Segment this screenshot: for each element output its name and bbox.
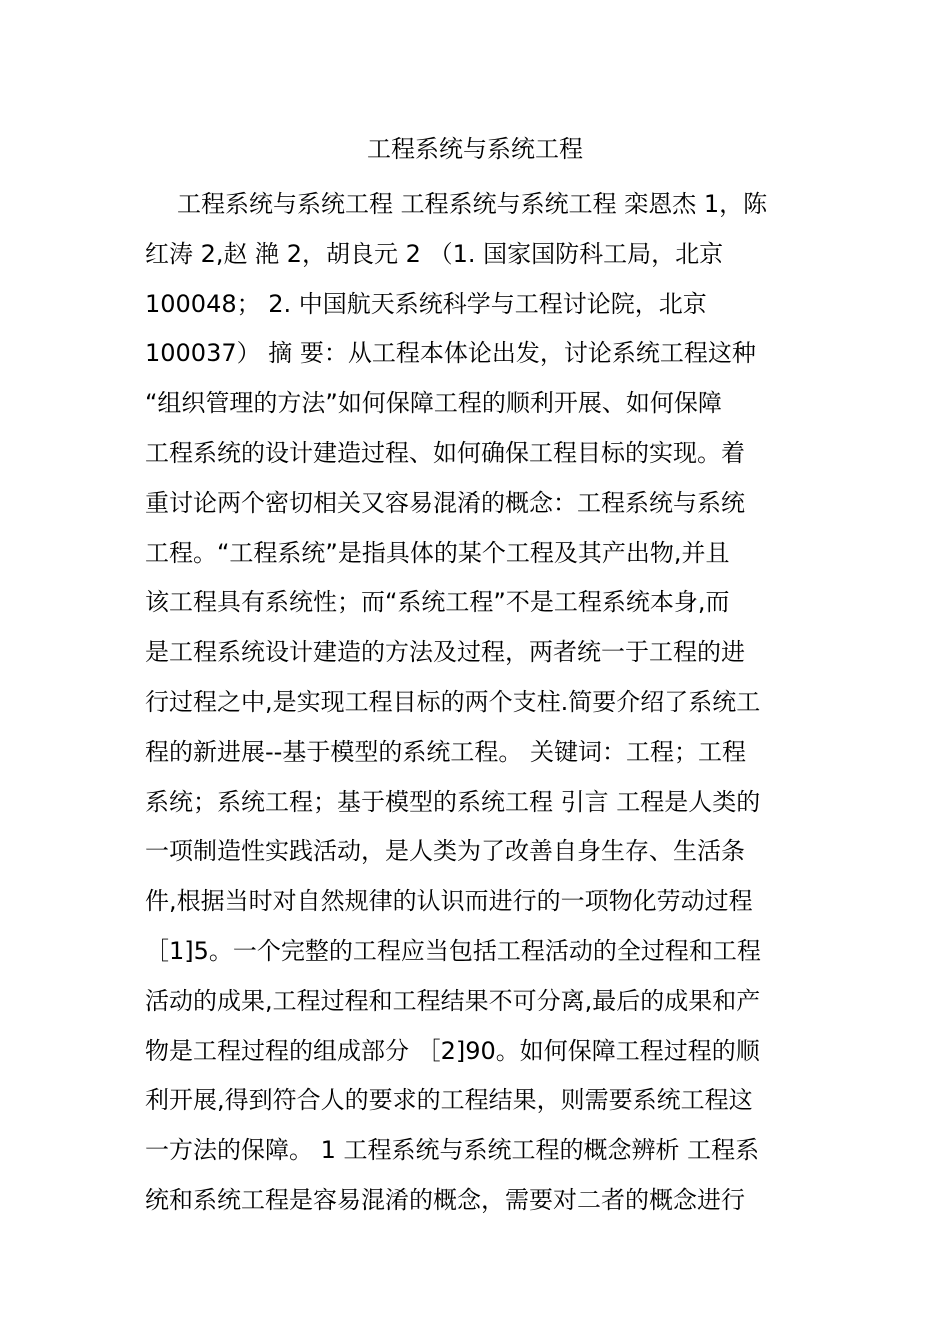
- body-line: 一方法的保障。 1 工程系统与系统工程的概念辨析 工程系: [145, 1136, 760, 1165]
- body-line: 物是工程过程的组成部分 ［2]90。如何保障工程过程的顺: [145, 1036, 760, 1065]
- document-title: 工程系统与系统工程: [367, 135, 583, 163]
- body-line: 统和系统工程是容易混淆的概念，需要对二者的概念进行: [145, 1185, 745, 1214]
- body-line: 一项制造性实践活动，是人类为了改善自身生存、生活条: [145, 837, 745, 866]
- body-line: 工程系统与系统工程 工程系统与系统工程 栾恩杰 1，陈: [177, 190, 768, 218]
- body-line: 活动的成果,工程过程和工程结果不可分离,最后的成果和产: [145, 986, 761, 1015]
- body-line: 系统；系统工程；基于模型的系统工程 引言 工程是人类的: [145, 787, 761, 816]
- body-line: 100037） 摘 要：从工程本体论出发，讨论系统工程这种: [145, 339, 756, 368]
- body-line: 该工程具有系统性；而“系统工程”不是工程系统本身,而: [145, 588, 730, 617]
- body-line: 重讨论两个密切相关又容易混淆的概念：工程系统与系统: [145, 488, 745, 517]
- body-line: 100048； 2. 中国航天系统科学与工程讨论院，北京: [145, 289, 707, 318]
- body-line: 利开展,得到符合人的要求的工程结果，则需要系统工程这: [145, 1086, 753, 1115]
- document-body: [145, 180, 825, 1226]
- body-line: 行过程之中,是实现工程目标的两个支柱.简要介绍了系统工: [145, 687, 761, 716]
- body-line: ［1]5。一个完整的工程应当包括工程活动的全过程和工程: [145, 936, 761, 965]
- body-line: 件,根据当时对自然规律的认识而进行的一项物化劳动过程: [145, 887, 753, 916]
- body-line: 工程。“工程系统”是指具体的某个工程及其产出物,并且: [145, 538, 730, 567]
- body-line: 是工程系统设计建造的方法及过程，两者统一于工程的进: [145, 638, 745, 667]
- body-line: 红涛 2,赵 滟 2，胡良元 2 （1. 国家国防科工局，北京: [145, 239, 724, 268]
- body-line: 程的新进展--基于模型的系统工程。 关键词：工程；工程: [145, 737, 746, 766]
- body-line: “组织管理的方法”如何保障工程的顺利开展、如何保障: [145, 389, 722, 418]
- body-line: 工程系统的设计建造过程、如何确保工程目标的实现。着: [145, 438, 745, 467]
